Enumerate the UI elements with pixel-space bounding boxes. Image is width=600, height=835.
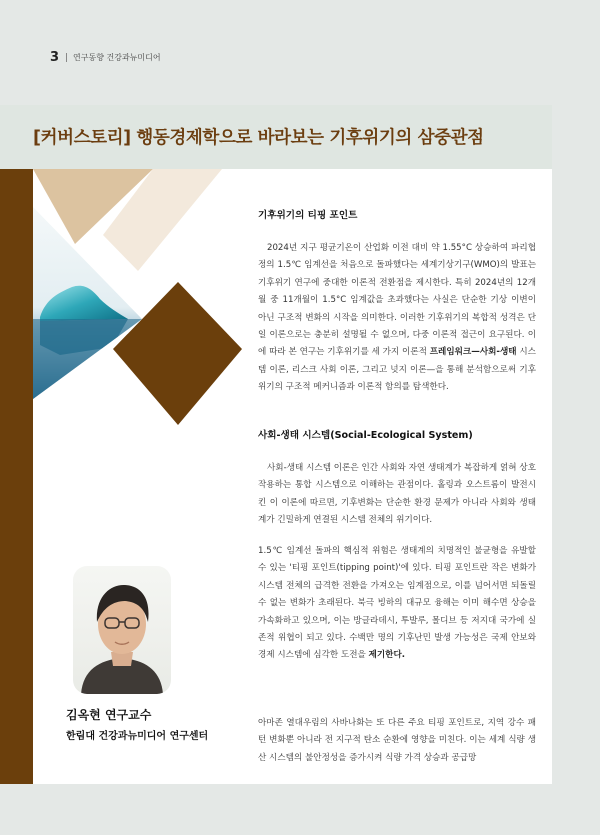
page-number: 3	[50, 50, 60, 65]
paragraph-text: 2024년 지구 평균기온이 산업화 이전 대비 약 1.55°C 상승하여 파리협정의 1.5℃ 임계선을 처음으로 돌파했다는 세계기상기구(WMO)의 발표는 기후위기 연구에 중대한 이론적 전환점을 제시한다. 특히 2024년의 12개월 중 11개월이 1.5°C 임계값을 초과했다는 사실은 단순한 기상 이변이 아닌 구조적 변화의 시작을 의미한다. 이러한 기후위기의 복합적 성격은 단일 이론으로는 충분히 설명될 수 없으며, 다중 이론적 접근이 요구된다. 이에 따라 본 연구는 기후위기를 세 가지 이론적 프레임워크—사회-생태 시스템 이론, 리스크 사회 이론, 그리고 넛지 이론—을 통해 분석함으로써 기후위기의 구조적 메커니즘과 이론적 함의를 탐색한다.	[258, 243, 536, 393]
section-heading: 기후위기의 티핑 포인트	[258, 210, 358, 221]
section-heading: 사회-생태 시스템(Social-Ecological System)	[258, 430, 473, 441]
paragraph-text: 아마존 열대우림의 사바나화는 또 다른 주요 티핑 포인트로, 지역 강수 패턴 변화뿐 아니라 전 지구적 탄소 순환에 영향을 미친다. 이는 세계 식량 생산 시스템의 불안정성을 증가시켜 식량 가격 상승과 공급망	[258, 718, 536, 763]
page-title: [커버스토리] 행동경제학으로 바라보는 기후위기의 삼중관점	[33, 128, 484, 148]
paragraph	[258, 715, 536, 767]
brown-diamond	[113, 282, 242, 425]
paragraph-text: 1.5℃ 임계선 돌파의 핵심적 위험은 생태계의 치명적인 불균형을 유발할 수 있는 '티핑 포인트(tipping point)'에 있다. 티핑 포인트란 작은 변화가 시스템 전체의 급격한 전환을 가져오는 임계점으로, 이를 넘어서면 되돌릴 수 없는 변화가 초래된다. 북극 빙하의 대규모 융해는 이미 해수면 상승을 가속화하고 있으며, 이는 방글라데시, 투발루, 몰디브 등 저지대 국가에 실존적 위협이 되고 있다. 수백만 명의 기후난민 발생 가능성은 국제 안보와 경제 시스템에 심각한 도전을 제기한다.	[258, 546, 536, 661]
author-photo	[73, 566, 171, 694]
author-affiliation: 한림대 건강과뉴미디어 연구센터	[66, 731, 209, 742]
cover-illustration	[0, 169, 250, 429]
author-name: 김옥현 연구교수	[66, 708, 152, 722]
section-tipping-point	[258, 207, 536, 224]
paragraph	[258, 460, 536, 530]
paragraph-text: 사회-생태 시스템 이론은 인간 사회와 자연 생태계가 복잡하게 얽혀 상호작용하는 통합 시스템으로 이해하는 관점이다. 홀링과 오스트롬이 발전시킨 이 이론에 따르면, 기후변화는 단순한 환경 문제가 아니라 사회와 생태계가 긴밀하게 연결된 시스템 전체의 위기이다.	[258, 463, 536, 526]
section-ses	[258, 427, 536, 444]
section-name: 연구동향 건강과뉴미디어	[73, 53, 161, 62]
running-header	[50, 50, 161, 65]
paragraph	[258, 240, 536, 397]
bold-term: 프레임워크—사회-생태	[429, 347, 517, 358]
bold-term: 제기한다.	[368, 650, 406, 661]
header-divider	[66, 53, 67, 62]
paragraph	[258, 543, 536, 665]
